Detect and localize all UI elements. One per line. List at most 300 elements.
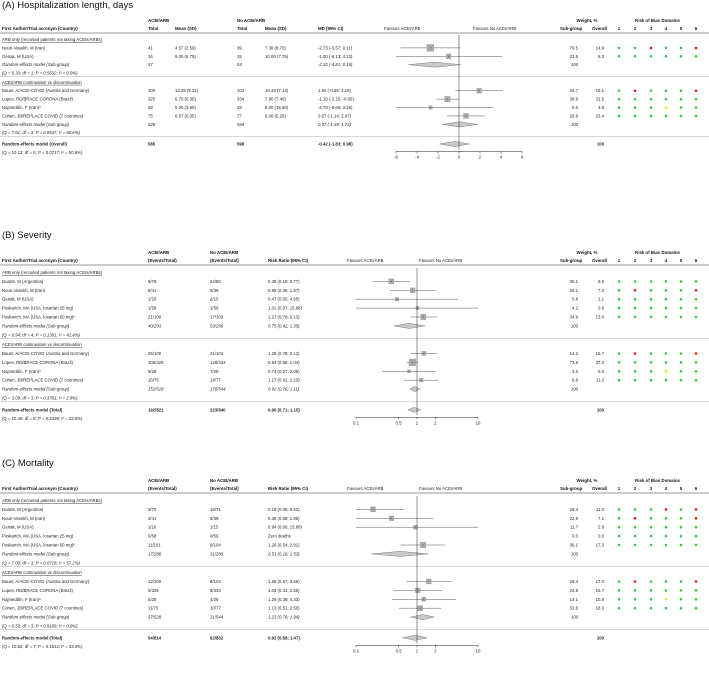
- panel-severity: [0, 230, 709, 455]
- rob-dot: [650, 361, 653, 364]
- subgroup-model-label: Random-effects model (Sub-group): [2, 614, 70, 620]
- point-estimate: [415, 527, 416, 528]
- subgroup-effect: 0.75 (0.42; 1.35): [268, 323, 300, 329]
- rob-dot: [618, 89, 621, 92]
- rob-dot: [695, 280, 698, 283]
- rob-dot: [665, 352, 668, 355]
- rob-dot: [634, 352, 637, 355]
- weight-overall: 1.1: [598, 296, 604, 302]
- group1-mean: 6.67 (6.05): [175, 113, 196, 119]
- subgroup-weight: 100: [570, 323, 578, 329]
- rob-dot: [650, 307, 653, 310]
- subgroup-title: ACEI/ARB continuation vs discontinuation: [2, 79, 82, 85]
- rob-dot: [650, 607, 653, 610]
- rob-dot: [665, 379, 668, 382]
- weight-subgroup: 38.9: [569, 96, 578, 102]
- rob-dot: [634, 307, 637, 310]
- rob-dot: [680, 298, 683, 301]
- group2-mean: 6.00 (5.29): [265, 113, 286, 119]
- group2-value: 14/77: [210, 377, 221, 383]
- rob-dot: [680, 307, 683, 310]
- x-tick-label: 4: [499, 154, 503, 160]
- col-header-group2-mean: Mean (SD): [265, 26, 287, 31]
- point-estimate: [423, 599, 424, 600]
- col-header-weight-sub: Sub-group: [560, 258, 583, 263]
- group1-value: 105/325: [148, 359, 164, 365]
- group2-value: 10/77: [210, 605, 221, 611]
- rob-dot: [695, 535, 698, 538]
- rob-dot: [634, 55, 637, 58]
- rob-dot: [695, 370, 698, 373]
- subgroup-model-label: Random-effects model (Sub-group): [2, 121, 70, 127]
- subgroup-weight: 100: [570, 121, 578, 127]
- weight-subgroup: 32.6: [569, 605, 578, 611]
- effect-value: 0.67 (-1.14; 2.47): [318, 113, 351, 119]
- x-tick-label: -4: [415, 154, 419, 160]
- group1-mean: 4.57 (2.59): [175, 45, 196, 51]
- group2-mean: 7.80 (7.40): [265, 96, 286, 102]
- favours-right-label: Favours No ACEI/ARB: [419, 258, 463, 263]
- rob-dot: [680, 47, 683, 50]
- effect-value: 0.94 (0.06; 13.68): [268, 524, 302, 530]
- rob-domain-number: 4: [664, 486, 668, 491]
- rob-dot: [618, 106, 621, 109]
- group1-mean: 12.25 (9.21): [175, 88, 199, 94]
- rob-domain-number: 3: [649, 486, 653, 491]
- overall-weight: 100: [596, 141, 604, 147]
- rob-dot: [695, 307, 698, 310]
- col-header-group2-sub: (Events/Total): [210, 486, 239, 491]
- study-name: Lopes, RD/BRACE CORONA (Brazil): [2, 587, 73, 593]
- rob-dot: [634, 115, 637, 118]
- favours-left-label: Favours ACEI/ARB: [347, 486, 384, 491]
- rob-dot: [634, 598, 637, 601]
- group2-value: 1/15: [210, 524, 219, 530]
- point-estimate: [430, 107, 431, 108]
- rob-dot: [680, 589, 683, 592]
- x-tick-label: 1: [415, 420, 419, 426]
- col-header-group1: ACEI/ARB: [148, 250, 170, 255]
- weight-subgroup: 4.2: [572, 305, 578, 311]
- study-name: Bauer, A/ACEI-COVID (Austria and Germany): [2, 578, 90, 584]
- point-estimate: [391, 518, 392, 519]
- rob-dot: [665, 598, 668, 601]
- rob-dot: [634, 106, 637, 109]
- rob-dot: [634, 361, 637, 364]
- rob-dot: [618, 370, 621, 373]
- rob-dot: [650, 508, 653, 511]
- rob-domain-number: 1: [617, 26, 621, 31]
- rob-dot: [650, 544, 653, 547]
- rob-dot: [650, 352, 653, 355]
- rob-dot: [650, 526, 653, 529]
- rob-dot: [680, 98, 683, 101]
- subgroup-heterogeneity: (Q = 6.94; df = 4; P = 0.1391; I² = 42.4%): [2, 332, 80, 338]
- effect-value: -2.70 (-8.66; 3.26): [318, 105, 353, 111]
- rob-domain-number: 4: [664, 26, 668, 31]
- x-tick-label: 0.5: [395, 420, 402, 426]
- weight-overall: 17.3: [595, 542, 604, 548]
- subgroup-group2-total: 54: [237, 62, 242, 68]
- weight-overall: 15.7: [595, 350, 604, 356]
- subgroup-title: ARB only (recruited patients not taking ACEIs/ARBs): [2, 270, 103, 275]
- rob-dot: [634, 89, 637, 92]
- rob-dot: [665, 508, 668, 511]
- rob-dot: [680, 316, 683, 319]
- point-estimate: [447, 99, 448, 100]
- rob-dot: [680, 352, 683, 355]
- rob-dot: [695, 47, 698, 50]
- weight-subgroup: 5.8: [572, 296, 578, 302]
- rob-dot: [634, 280, 637, 283]
- subgroup-diamond: [410, 614, 434, 619]
- subgroup-model-label: Random-effects model (Sub-group): [2, 551, 70, 557]
- weight-subgroup: 24.8: [569, 587, 578, 593]
- study-name: Najmeddin, F (Iran)ᵃ: [2, 368, 41, 374]
- weight-subgroup: 30.1: [569, 278, 578, 284]
- favours-left-label: Favours ACEI/ARB: [347, 258, 384, 263]
- overall-diamond: [408, 407, 421, 412]
- group1-mean: 9.00 (6.75): [175, 53, 196, 59]
- rob-dot: [665, 517, 668, 520]
- effect-value: 1.26 (0.54; 2.91): [268, 542, 300, 548]
- group1-value: 1/16: [148, 296, 157, 302]
- x-tick-label: 6: [520, 154, 524, 160]
- subgroup-group1-total: 40/293: [148, 323, 162, 329]
- weight-overall: 11.0: [595, 506, 604, 512]
- rob-domain-number: 5: [679, 258, 683, 263]
- subgroup-title: ACEI/ARB continuation vs discontinuation: [2, 570, 82, 576]
- rob-dot: [634, 316, 637, 319]
- weight-subgroup: 3.5: [572, 368, 578, 374]
- rob-domain-number: 2: [633, 486, 637, 491]
- rob-dot: [618, 352, 621, 355]
- point-estimate: [466, 115, 467, 116]
- rob-dot: [650, 370, 653, 373]
- group2-value: 334: [237, 96, 245, 102]
- point-estimate: [412, 362, 413, 363]
- weight-overall: 0.8: [598, 305, 604, 311]
- group2-value: 8/104: [210, 578, 221, 584]
- rob-dot: [618, 379, 621, 382]
- study-name: Duarte, M (Argentina): [2, 506, 44, 512]
- effect-value: 1.03 (0.41; 2.56): [268, 587, 300, 593]
- col-header-group1-mean: Mean (SD): [175, 26, 197, 31]
- study-name: Geriak, M (USA): [2, 296, 34, 302]
- rob-dot: [618, 361, 621, 364]
- point-estimate: [479, 90, 480, 91]
- rob-dot: [665, 535, 668, 538]
- x-tick-label: 10: [475, 648, 481, 654]
- rob-dot: [618, 589, 621, 592]
- rob-dot: [680, 535, 683, 538]
- x-tick-label: 0: [457, 154, 461, 160]
- col-header-rob: Risk of Bias Domains: [635, 250, 680, 255]
- subgroup-group1-total: 57: [148, 62, 153, 68]
- weight-subgroup: 28.4: [569, 578, 578, 584]
- group2-value: 17/103: [210, 314, 224, 320]
- study-name: Puskarich, MA (USA, losartan 50 mg)ᵇ: [2, 314, 75, 320]
- x-tick-label: 10: [475, 420, 481, 426]
- overall-weight: 100: [596, 635, 604, 641]
- col-header-study: First Author/Trial acronym (Country): [2, 258, 78, 263]
- col-header-group2-sub: Total: [237, 26, 248, 31]
- effect-value: -1.00 (-6.13; 4.13): [318, 53, 353, 59]
- rob-dot: [618, 298, 621, 301]
- study-name: Puskarich, MA (USA, losartan 25 mg): [2, 533, 74, 539]
- rob-dot: [634, 535, 637, 538]
- study-name: Puskarich, MA (USA, losartan 50 mg)ᵇ: [2, 542, 75, 548]
- rob-dot: [634, 544, 637, 547]
- col-header-weight-sub: Sub-group: [560, 486, 583, 491]
- weight-subgroup: 14.1: [569, 596, 578, 602]
- col-header-weight-all: Overall: [592, 258, 607, 263]
- weight-overall: 13.0: [595, 314, 604, 320]
- point-estimate: [430, 47, 431, 48]
- subgroup-diamond: [372, 551, 429, 556]
- rob-dot: [695, 544, 698, 547]
- group2-value: 9/39: [210, 287, 219, 293]
- subgroup-effect: 0.07 (-1.59; 1.73): [318, 121, 351, 127]
- weight-overall: 0.0: [598, 533, 604, 539]
- effect-value: -1.10 (-2.15; -0.05): [318, 96, 354, 102]
- weight-overall: 19.1: [595, 88, 604, 94]
- weight-overall: 7.1: [598, 515, 604, 521]
- point-estimate: [396, 299, 397, 300]
- rob-domain-number: 2: [633, 258, 637, 263]
- rob-dot: [665, 115, 668, 118]
- subgroup-group1-total: 528: [148, 121, 156, 127]
- group1-value: 9/325: [148, 587, 159, 593]
- rob-dot: [634, 508, 637, 511]
- group1-mean: 6.70 (6.30): [175, 96, 196, 102]
- rob-dot: [634, 607, 637, 610]
- effect-value: 1.56 (0.67; 3.66): [268, 578, 300, 584]
- effect-value: 0.38 (0.19; 0.77): [268, 278, 300, 284]
- group1-value: 9/78: [148, 278, 157, 284]
- subgroup-group2-total: 170/544: [210, 386, 226, 392]
- col-header-group2: No ACEI/ARB: [210, 250, 239, 255]
- rob-dot: [634, 298, 637, 301]
- group1-value: 28: [148, 105, 153, 111]
- rob-dot: [618, 47, 621, 50]
- group2-value: 4/29: [210, 596, 219, 602]
- rob-domain-number: 4: [664, 258, 668, 263]
- group2-mean: 8.00 (15.90): [265, 105, 289, 111]
- weight-subgroup: 29.4: [569, 506, 578, 512]
- group2-mean: 10.33 (7.14): [265, 88, 289, 94]
- overall-effect: 0.92 (0.58; 1.47): [268, 635, 300, 641]
- study-name: Bauer, A/ACEI-COVID (Austria and Germany): [2, 88, 90, 94]
- col-header-rob: Risk of Bias Domains: [635, 18, 680, 23]
- rob-dot: [618, 115, 621, 118]
- panel-hospitalization: [0, 0, 709, 215]
- group2-value: 77: [237, 113, 242, 119]
- rob-domain-number: 2: [633, 26, 637, 31]
- rob-dot: [634, 580, 637, 583]
- point-estimate: [423, 353, 424, 354]
- rob-dot: [634, 589, 637, 592]
- rob-dot: [618, 55, 621, 58]
- point-estimate: [423, 317, 424, 318]
- col-header-group2: No ACEI/ARB: [237, 18, 266, 23]
- group1-value: 8/41: [148, 287, 157, 293]
- group1-value: 325: [148, 96, 156, 102]
- study-name: Cohen, JB/REPLACE COVID (7 countries): [2, 605, 84, 611]
- x-tick-label: 0.1: [353, 420, 359, 426]
- rob-dot: [680, 55, 683, 58]
- study-name: Nouri-Vasekh, M (Iran): [2, 515, 46, 521]
- panel-title: (C) Mortality: [2, 458, 54, 469]
- subgroup-title: ACEI/ARB continuation vs discontinuation: [2, 342, 82, 348]
- rob-dot: [695, 298, 698, 301]
- col-header-weight: Weight, %: [576, 18, 598, 23]
- rob-dot: [618, 508, 621, 511]
- weight-overall: 2.8: [598, 524, 604, 530]
- overall-model-label: Random-effects model (Total): [2, 635, 63, 641]
- rob-dot: [695, 598, 698, 601]
- subgroup-effect: 1.23 (0.78; 1.94): [268, 614, 300, 620]
- effect-value: 1.29 (0.78; 2.13): [268, 350, 300, 356]
- rob-domain-number: 5: [679, 26, 683, 31]
- study-name: Lopes, RD/BRACE CORONA (Brazil): [2, 359, 73, 365]
- group1-value: 100: [148, 88, 156, 94]
- rob-dot: [680, 106, 683, 109]
- study-name: Cohen, JB/REPLACE COVID (7 countries): [2, 377, 84, 383]
- group1-value: 75: [148, 113, 153, 119]
- point-estimate: [420, 608, 421, 609]
- overall-group2-total: 223/840: [210, 407, 226, 413]
- col-header-group1-sub: Total: [148, 26, 159, 31]
- rob-dot: [650, 598, 653, 601]
- effect-value: 0.19 (0.06; 0.62): [268, 506, 300, 512]
- effect-value: 0.84 (0.68; 1.04): [268, 359, 300, 365]
- subgroup-weight: 100: [570, 386, 578, 392]
- group2-mean: 7.30 (8.70): [265, 45, 286, 51]
- rob-domain-number: 1: [617, 258, 621, 263]
- rob-dot: [680, 508, 683, 511]
- x-tick-label: 1: [415, 648, 419, 654]
- subgroup-effect: -2.32 (-4.81; 0.16): [318, 62, 353, 68]
- col-header-effect: MD (95% CI): [318, 26, 344, 31]
- point-estimate: [409, 371, 410, 372]
- study-name: Geriak, M (USA): [2, 53, 34, 59]
- weight-subgroup: 22.9: [569, 515, 578, 521]
- rob-dot: [665, 544, 668, 547]
- rob-dot: [665, 307, 668, 310]
- group2-value: 9/104: [210, 542, 221, 548]
- group2-value: 104: [237, 88, 245, 94]
- group1-value: 16/75: [148, 377, 159, 383]
- rob-domain-number: 3: [649, 258, 653, 263]
- group2-value: 128/334: [210, 359, 226, 365]
- subgroup-model-label: Random-effects model (Sub-group): [2, 323, 70, 329]
- x-tick-label: 2: [478, 154, 482, 160]
- subgroup-effect: 0.92 (0.76; 1.11): [268, 386, 300, 392]
- subgroup-group2-total: 53/296: [210, 323, 224, 329]
- rob-dot: [680, 379, 683, 382]
- subgroup-weight: 100: [570, 62, 578, 68]
- weight-subgroup: 76.5: [569, 45, 578, 51]
- favours-right-label: Favours No ACEI/ARB: [473, 26, 517, 31]
- group1-value: 2/41: [148, 515, 157, 521]
- effect-value: 1.17 (0.62; 2.23): [268, 377, 300, 383]
- group1-value: 5/28: [148, 596, 157, 602]
- col-header-group1: ACEI/ARB: [148, 18, 170, 23]
- rob-dot: [665, 55, 668, 58]
- rob-dot: [618, 98, 621, 101]
- weight-overall: 14.9: [595, 45, 604, 51]
- rob-dot: [665, 98, 668, 101]
- rob-dot: [634, 379, 637, 382]
- col-header-weight-all: Overall: [592, 486, 607, 491]
- subgroup-diamond: [410, 386, 420, 391]
- rob-dot: [665, 106, 668, 109]
- effect-value: 0.85 (0.36; 1.97): [268, 287, 300, 293]
- group2-value: 2/15: [210, 296, 219, 302]
- effect-value: 1.27 (0.78; 2.13): [268, 314, 300, 320]
- rob-dot: [695, 106, 698, 109]
- point-estimate: [428, 581, 429, 582]
- rob-dot: [695, 361, 698, 364]
- col-header-group2: No ACEI/ARB: [210, 478, 239, 483]
- subgroup-group2-total: 31/288: [210, 551, 224, 557]
- study-name: Duarte, M (Argentina): [2, 278, 44, 284]
- effect-value: 1.92 (-0.35; 4.19): [318, 88, 351, 94]
- x-tick-label: 0.5: [395, 648, 402, 654]
- group2-value: 0/59: [210, 533, 219, 539]
- rob-dot: [680, 580, 683, 583]
- rob-dot: [680, 598, 683, 601]
- weight-overall: 15.7: [595, 587, 604, 593]
- group1-mean: 5.30 (3.90): [175, 105, 196, 111]
- rob-dot: [665, 580, 668, 583]
- rob-dot: [695, 607, 698, 610]
- group1-value: 3/70: [148, 506, 157, 512]
- group1-value: 12/100: [148, 578, 162, 584]
- subgroup-heterogeneity: (Q = 3.09; df = 3; P = 0.3781; I² = 2.9%): [2, 395, 78, 401]
- rob-dot: [650, 98, 653, 101]
- weight-overall: 17.0: [595, 578, 604, 584]
- rob-dot: [695, 517, 698, 520]
- rob-dot: [634, 370, 637, 373]
- weight-overall: 11.0: [595, 377, 604, 383]
- group1-value: 1/16: [148, 524, 157, 530]
- rob-dot: [650, 55, 653, 58]
- rob-dot: [695, 379, 698, 382]
- rob-dot: [695, 352, 698, 355]
- weight-overall: 18.3: [595, 605, 604, 611]
- overall-heterogeneity: (Q = 10.13; df = 5; P = 0.0717; I² = 50.6%): [2, 149, 83, 155]
- study-name: Najmeddin, F (Iran)ᵃ: [2, 596, 41, 602]
- x-tick-label: -2: [436, 154, 440, 160]
- overall-group1-total: 54/814: [148, 635, 162, 641]
- weight-subgroup: 25.1: [569, 287, 578, 293]
- group1-value: 16: [148, 53, 153, 59]
- favours-right-label: Favours No ACEI/ARB: [419, 486, 463, 491]
- subgroup-group1-total: 152/528: [148, 386, 164, 392]
- subgroup-heterogeneity: (Q = 0.50; df = 3; P = 0.9189; I² = 0.0%): [2, 623, 78, 629]
- rob-dot: [695, 89, 698, 92]
- study-name: Najmeddin, F (Iran)ᵃ: [2, 105, 41, 111]
- weight-subgroup: 36.1: [569, 542, 578, 548]
- study-name: Cohen, JB/REPLACE COVID (7 countries): [2, 113, 84, 119]
- subgroup-title: ARB only (recruited patients not taking ACEIs/ARBs): [2, 498, 103, 503]
- rob-dot: [665, 89, 668, 92]
- panel-mortality: [0, 458, 709, 685]
- group1-value: 1/58: [148, 305, 157, 311]
- subgroup-group1-total: 17/286: [148, 551, 162, 557]
